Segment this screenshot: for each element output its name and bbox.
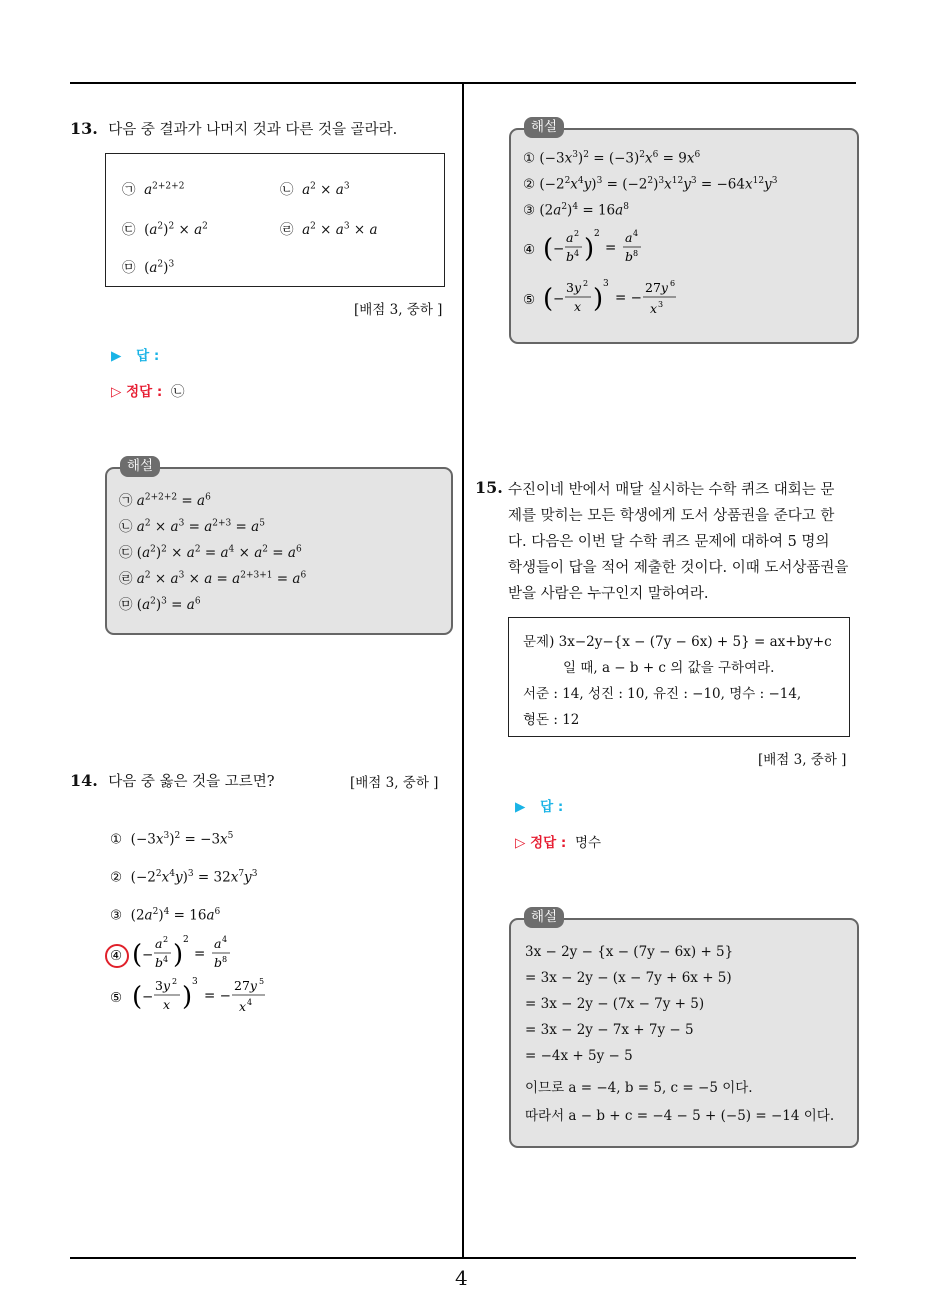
svg-text:3: 3: [603, 279, 609, 289]
svg-text:⑤: ⑤: [523, 292, 536, 308]
svg-text:): ): [584, 234, 595, 264]
q15-box-line-3: 서준 : 14, 성진 : 10, 유진 : −10, 명수 : −14,: [523, 686, 802, 702]
svg-text:⑤: ⑤: [110, 990, 123, 1006]
q14-choice-3: ③ $(2a^2)^4 = 16a^6$: [110, 907, 221, 924]
play-icon: ▶: [515, 799, 526, 815]
svg-text:2: 2: [574, 229, 580, 238]
svg-text:3y: 3y: [155, 978, 171, 993]
q13-explain-panel: [105, 467, 453, 635]
svg-text:2: 2: [583, 279, 589, 288]
svg-text:4: 4: [247, 998, 253, 1007]
svg-text:④: ④: [523, 242, 536, 258]
q15-explain-tag: 해설: [524, 907, 564, 928]
svg-text:=: =: [605, 240, 617, 256]
q15-explain-4: = 3x − 2y − 7x + 7y − 5: [525, 1022, 694, 1038]
svg-text:6: 6: [670, 279, 676, 288]
svg-text:b: b: [214, 955, 223, 970]
q14-number: 14.: [70, 771, 98, 790]
q13-correct-row: [111, 380, 184, 400]
q15-explain-5: = −4x + 5y − 5: [525, 1048, 633, 1064]
svg-text:a: a: [566, 230, 574, 245]
q14-explain-5: [521, 276, 701, 322]
q15-box-line-1: 문제) 3x−2y−{x − (7y − 6x) + 5} = ax+by+c: [523, 634, 832, 650]
q13-explain-3: ㉢ $(a^2)^2 \times a^2 = a^4 \times a^2 = a^6$: [119, 544, 302, 561]
q13-number: 13.: [70, 119, 98, 138]
svg-text:4: 4: [633, 229, 639, 238]
svg-text:2: 2: [183, 935, 189, 945]
q13-choice-1: ㉠ $a^{2+2+2}$: [122, 181, 185, 198]
q15-text-line-5: 받을 사람은 누구인지 말하여라.: [508, 586, 709, 602]
q14-text: 다음 중 옳은 것을 고르면?: [108, 774, 275, 790]
q13-text: 다음 중 결과가 나머지 것과 다른 것을 골라라.: [108, 122, 398, 138]
svg-text:4: 4: [222, 935, 228, 944]
q15-box-line-2: 일 때, a − b + c 의 값을 구하여라.: [563, 660, 775, 676]
svg-text:−: −: [142, 947, 154, 963]
q15-answer-row: [515, 795, 563, 815]
q13-explain-4: ㉣ $a^2 \times a^3 \times a = a^{2+3+1} = a^6$: [119, 570, 307, 587]
svg-text:b: b: [155, 955, 164, 970]
svg-text:−: −: [553, 291, 565, 307]
q15-problem-box: [508, 617, 850, 737]
triangle-outline-icon: ▷: [111, 384, 122, 400]
q15-answer-label: 답 :: [540, 799, 564, 815]
svg-text:8: 8: [633, 249, 639, 258]
q15-score: [배점 3, 중하 ]: [758, 752, 847, 768]
q15-explain-3: = 3x − 2y − (7x − 7y + 5): [525, 996, 705, 1012]
q13-choice-4: ㉣ $a^2 \times a^3 \times a$: [280, 221, 378, 238]
svg-text:2: 2: [172, 977, 178, 986]
svg-text:(: (: [543, 284, 554, 314]
q15-explain-1: 3x − 2y − {x − (7y − 6x) + 5}: [525, 944, 734, 960]
page-number: 4: [455, 1266, 468, 1290]
svg-text:): ): [182, 982, 193, 1012]
svg-text:5: 5: [259, 977, 265, 986]
q15-correct-row: [515, 831, 601, 851]
q14-explain-1: ① $(-3x^3)^2 = (-3)^2x^6 = 9x^6$: [523, 150, 701, 167]
q13-choice-box: [105, 153, 445, 287]
q15-text-line-2: 제를 맞히는 모든 학생에게 도서 상품권을 준다고 한: [508, 508, 835, 524]
q13-correct-label: 정답 :: [126, 384, 163, 400]
q14-choice-1: ① $(-3x^3)^2 = -3x^5$: [110, 831, 234, 848]
svg-text:x: x: [650, 301, 658, 316]
q15-text-line-4: 학생들이 답을 적어 제출한 것이다. 이때 도서상품권을: [508, 560, 849, 576]
svg-text:): ): [593, 284, 604, 314]
q14-header: [70, 770, 275, 791]
svg-text:3: 3: [192, 977, 198, 987]
play-icon: ▶: [111, 348, 122, 364]
svg-text:a: a: [155, 936, 163, 951]
q13-explain-2: ㉡ $a^2 \times a^3 = a^{2+3} = a^5$: [119, 518, 265, 535]
q15-text-line-1: 수진이네 반에서 매달 실시하는 수학 퀴즈 대회는 문: [508, 482, 835, 498]
svg-text:a: a: [625, 230, 633, 245]
q13-answer-row: [111, 344, 159, 364]
q15-explain-2: = 3x − 2y − (x − 7y + 6x + 5): [525, 970, 732, 986]
svg-text:−: −: [142, 989, 154, 1005]
svg-text:3: 3: [658, 300, 664, 309]
svg-text:(: (: [543, 234, 554, 264]
svg-text:2: 2: [163, 935, 169, 944]
svg-text:8: 8: [222, 955, 228, 964]
q14-explain-4: [521, 226, 661, 270]
q13-header: [70, 118, 397, 139]
q15-box-line-4: 형돈 : 12: [523, 712, 580, 728]
svg-text:(: (: [132, 940, 143, 970]
q15-number: 15.: [475, 478, 503, 497]
svg-text:27y: 27y: [645, 280, 668, 295]
column-divider: [462, 82, 464, 1258]
q14-explain-2: ② $(-2^2x^4y)^3 = (-2^2)^3x^{12}y^3 = -64x^{12}y^3$: [523, 176, 778, 193]
q15-explain-6: 이므로 a = −4, b = 5, c = −5 이다.: [525, 1080, 753, 1096]
svg-text:3y: 3y: [566, 280, 582, 295]
svg-text:x: x: [163, 997, 171, 1012]
q14-choice-4: [108, 932, 248, 976]
q13-choice-2: ㉡ $a^2 \times a^3$: [280, 181, 350, 198]
svg-text:a: a: [214, 936, 222, 951]
q15-explain-panel: [509, 918, 859, 1148]
q14-explain-tag: 해설: [524, 117, 564, 138]
svg-text:=: =: [194, 946, 206, 962]
q15-correct-value: 명수: [574, 835, 602, 851]
q13-correct-value: ㉡: [170, 384, 185, 400]
svg-text:b: b: [566, 249, 575, 264]
q14-choice-2: ② $(-2^2x^4y)^3 = 32x^7y^3$: [110, 869, 258, 886]
q13-answer-label: 답 :: [136, 348, 160, 364]
q15-explain-7: 따라서 a − b + c = −4 − 5 + (−5) = −14 이다.: [525, 1108, 835, 1124]
q13-choice-5: ㉤ $(a^2)^3$: [122, 259, 175, 276]
q14-explain-3: ③ $(2a^2)^4 = 16a^8$: [523, 202, 629, 219]
q14-explain-panel: [509, 128, 859, 344]
svg-text:= −: = −: [204, 988, 231, 1004]
q13-choice-3: ㉢ $(a^2)^2 \times a^2$: [122, 221, 208, 238]
svg-text:(: (: [132, 982, 143, 1012]
svg-text:④: ④: [110, 948, 123, 964]
svg-text:): ): [173, 940, 184, 970]
q13-explain-1: ㉠ $a^{2+2+2} = a^6$: [119, 492, 211, 509]
svg-text:x: x: [239, 999, 247, 1014]
q15-text-line-3: 다. 다음은 이번 달 수학 퀴즈 문제에 대하여 5 명의: [508, 534, 830, 550]
q13-explain-5: ㉤ $(a^2)^3 = a^6$: [119, 596, 201, 613]
svg-text:b: b: [625, 249, 634, 264]
q13-score: [배점 3, 중하 ]: [354, 302, 443, 318]
svg-text:4: 4: [163, 955, 169, 964]
triangle-outline-icon: ▷: [515, 835, 526, 851]
svg-text:x: x: [574, 299, 582, 314]
svg-text:2: 2: [594, 229, 600, 239]
q13-explain-tag: 해설: [120, 456, 160, 477]
q15-correct-label: 정답 :: [530, 835, 567, 851]
svg-text:−: −: [553, 241, 565, 257]
svg-text:27y: 27y: [234, 978, 257, 993]
q14-choice-5: [108, 974, 278, 1020]
q14-score: [배점 3, 중하 ]: [350, 775, 439, 791]
svg-text:4: 4: [574, 249, 580, 258]
svg-text:= −: = −: [615, 290, 642, 306]
